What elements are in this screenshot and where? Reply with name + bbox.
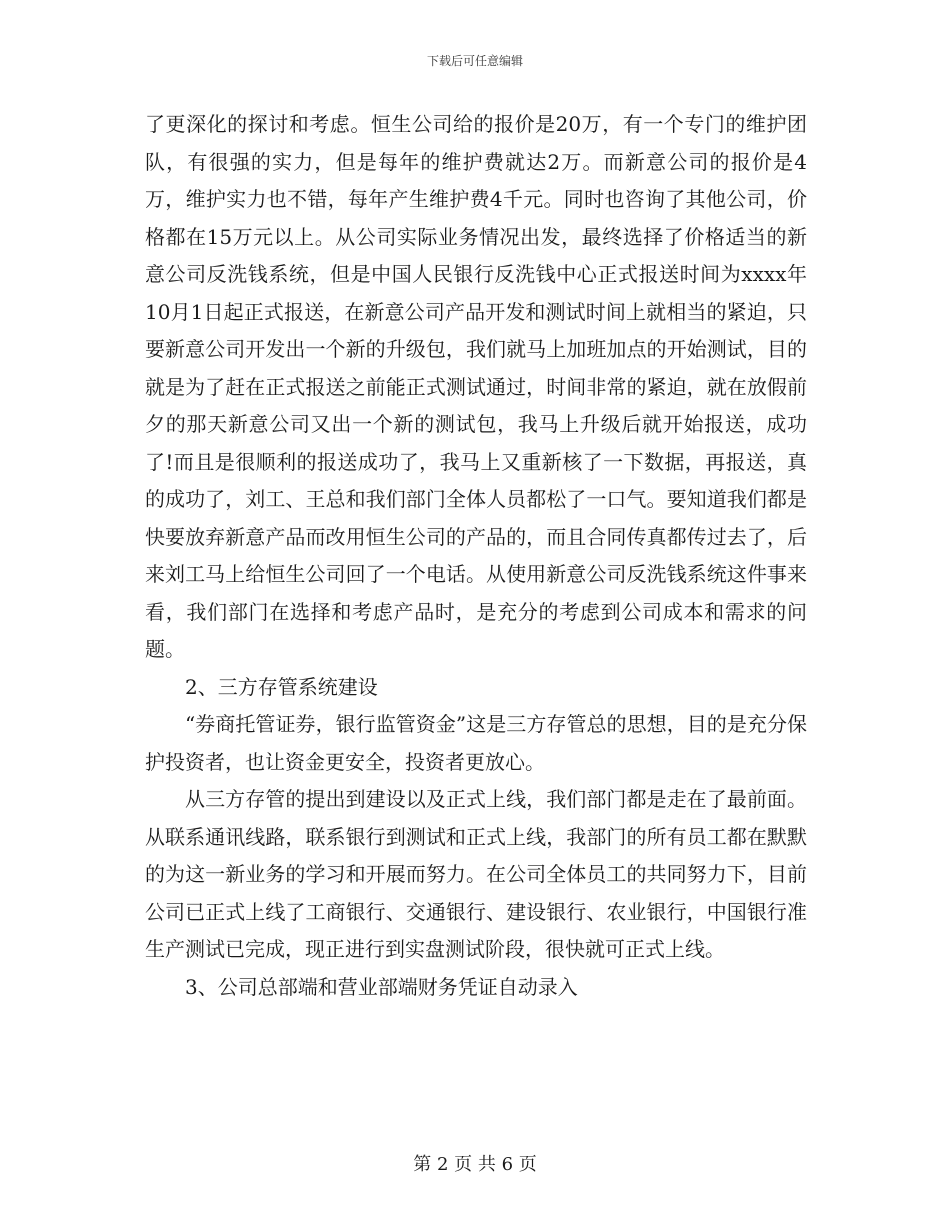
paragraph-continued: 了更深化的探讨和考虑。恒生公司给的报价是20万，有一个专门的维护团队，有很强的实力，但是每年的维护费就达2万。而新意公司的报价是4万，维护实力也不错，每年产生维护费4千元。同时也咨询了其他公司，价格都在15万元以上。从公司实际业务情况出发，最终选择了价格适当的新意公司反洗钱系统，但是中国人民银行反洗钱中心正式报送时间为xxxx年10月1日起正式报送，在新意公司产品开发和测试时间上就相当的紧迫，只要新意公司开发出一个新的升级包，我们就马上加班加点的开始测试，目的就是为了赶在正式报送之前能正式测试通过，时间非常的紧迫，就在放假前夕的那天新意公司又出一个新的测试包，我马上升级后就开始报送，成功了!而且是很顺利的报送成功了，我马上又重新核了一下数据，再报送，真的成功了，刘工、王总和我们部门全体人员都松了一口气。要知道我们都是快要放弃新意产品而改用恒生公司的产品的，而且合同传真都传过去了，后来刘工马上给恒生公司回了一个电话。从使用新意公司反洗钱系统这件事来看，我们部门在选择和考虑产品时，是充分的考虑到公司成本和需求的问题。 (145, 112, 807, 661)
section-heading-2: 2、三方存管系统建设 (185, 674, 378, 699)
paragraph-slogan: “券商托管证券，银行监管资金”这是三方存管总的思想，目的是充分保护投资者，也让资金更安全，投资者更放心。 (145, 712, 807, 774)
page-header: 下载后可任意编辑 (426, 54, 523, 68)
page-number-footer: 第 2 页 共 6 页 (413, 1154, 537, 1175)
document-body (145, 106, 807, 1006)
paragraph-third-party-custody: 从三方存管的提出到建设以及正式上线，我们部门都是走在了最前面。从联系通讯线路，联系银行到测试和正式上线，我部门的所有员工都在默默的为这一新业务的学习和开展而努力。在公司全体员工的共同努力下，目前公司已正式上线了工商银行、交通银行、建设银行、农业银行，中国银行准生产测试已完成，现正进行到实盘测试阶段，很快就可正式上线。 (145, 787, 807, 961)
section-heading-3: 3、公司总部端和营业部端财务凭证自动录入 (185, 974, 578, 999)
